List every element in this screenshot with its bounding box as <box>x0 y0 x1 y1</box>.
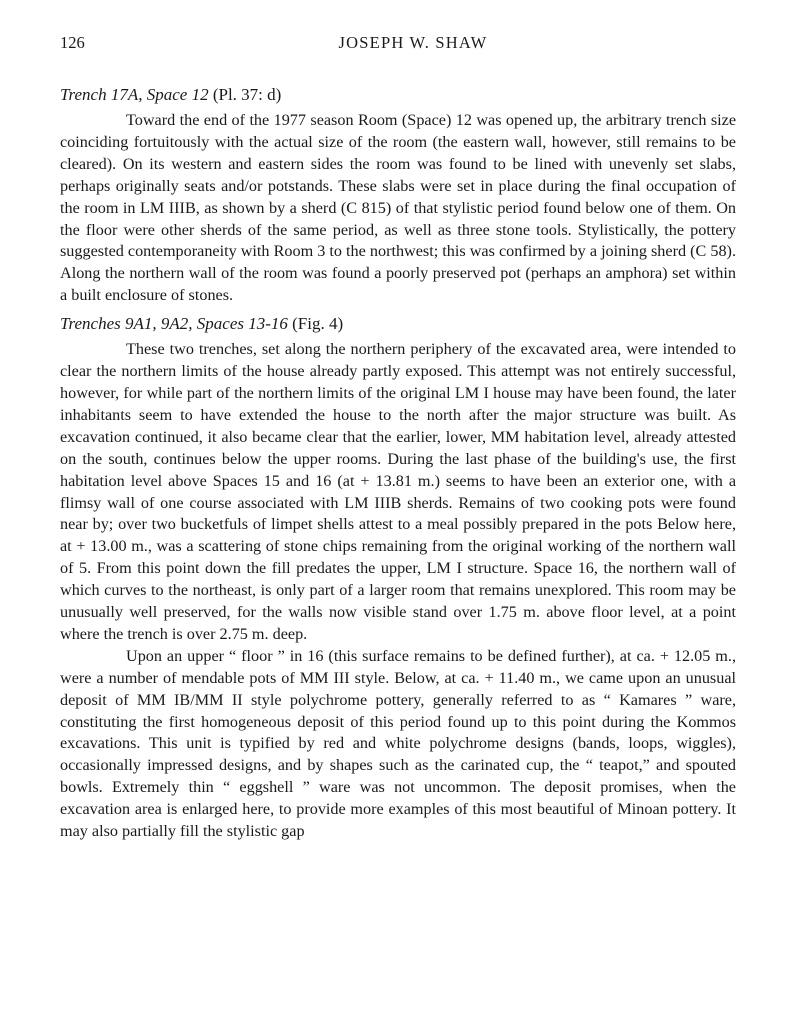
section-heading-title: Trench 17A, Space 12 <box>60 85 209 104</box>
section-trenches-9a1-9a2 <box>60 313 736 843</box>
running-head <box>60 30 736 56</box>
body-paragraph: Toward the end of the 1977 season Room (Space) 12 was opened up, the arbitrary trench size coinciding fortuitously with the actual size of the room (the eastern wall, however, still remains to be cleared). On its western and eastern sides the room was found to be lined with unevenly set slabs, perhaps originally seats and/or potstands. These slabs were set in place during the final occupation of the room in LM IIIB, as shown by a sherd (C 815) of that stylistic period found below one of them. On the floor were other sherds of the same period, as well as three stone tools. Stylistically, the pottery suggested contemporaneity with Room 3 to the northwest; this was confirmed by a joining sherd (C 58). Along the northern wall of the room was found a poorly preserved pot (perhaps an amphora) set within a built enclosure of stones. <box>60 111 736 305</box>
page-number: 126 <box>60 33 85 52</box>
section-heading-figure-ref: (Fig. 4) <box>287 314 344 334</box>
section-heading-plate-ref: (Pl. 37: d) <box>208 85 282 104</box>
body-paragraph: These two trenches, set along the northern periphery of the excavated area, were intended to clear the northern limits of the house already partly exposed. This attempt was not entirely successful, however, for while part of the northern limits of the original LM I house may have been found, the later inhabitants seem to have extended the house to the north after the major structure was built. As excavation continued, it also became clear that the earlier, lower, MM habitation level, already attested on the south, continues below the upper rooms. During the last phase of the building's use, the first habitation level above Spaces 15 and 16 (at + 13.81 m.) seems to have been an exterior one, with a flimsy wall of one course associated with LM IIIB sherds. Remains of two cooking pots were found near by; over two bucketfuls of limpet shells attest to a meal possibly prepared in the pots Below here, at + 13.00 m., was a scattering of stone chips remaining from the original working of the northern wall of 5. From this point down the fill predates the upper, LM I structure. Space 16, the northern wall of which curves to the northeast, is only part of a larger room that remains unexplored. This room may be unusually well preserved, for the walls now visible stand over 1.75 m. above floor level, at a point where the trench is over 2.75 m. deep. <box>60 340 736 643</box>
section-heading <box>60 84 736 106</box>
document-page <box>60 30 736 1010</box>
running-head-author: JOSEPH W. SHAW <box>338 33 488 52</box>
body-paragraph: Upon an upper “ floor ” in 16 (this surface remains to be defined further), at ca. + 12.05 m., were a number of mendable pots of MM III style. Below, at ca. + 11.40 m., we came upon an unusual deposit of MM IB/MM II style polychrome pottery, generally referred to as “ Kamares ” ware, constituting the first homogeneous deposit of this period found up to this point during the Kommos excavations. This unit is typified by red and white polychrome designs (bands, loops, wiggles), occasionally impressed designs, and by shapes such as the carinated cup, the “ teapot,” and spouted bowls. Extremely thin “ eggshell ” ware was not uncommon. The deposit promises, when the excavation area is enlarged here, to provide more examples of this most beautiful of Minoan pottery. It may also partially fill the stylistic gap <box>60 646 736 841</box>
section-trench-17a <box>60 84 736 307</box>
section-heading-title: Trenches 9A1, 9A2, Spaces 13-16 <box>60 314 288 334</box>
section-heading <box>60 313 736 335</box>
